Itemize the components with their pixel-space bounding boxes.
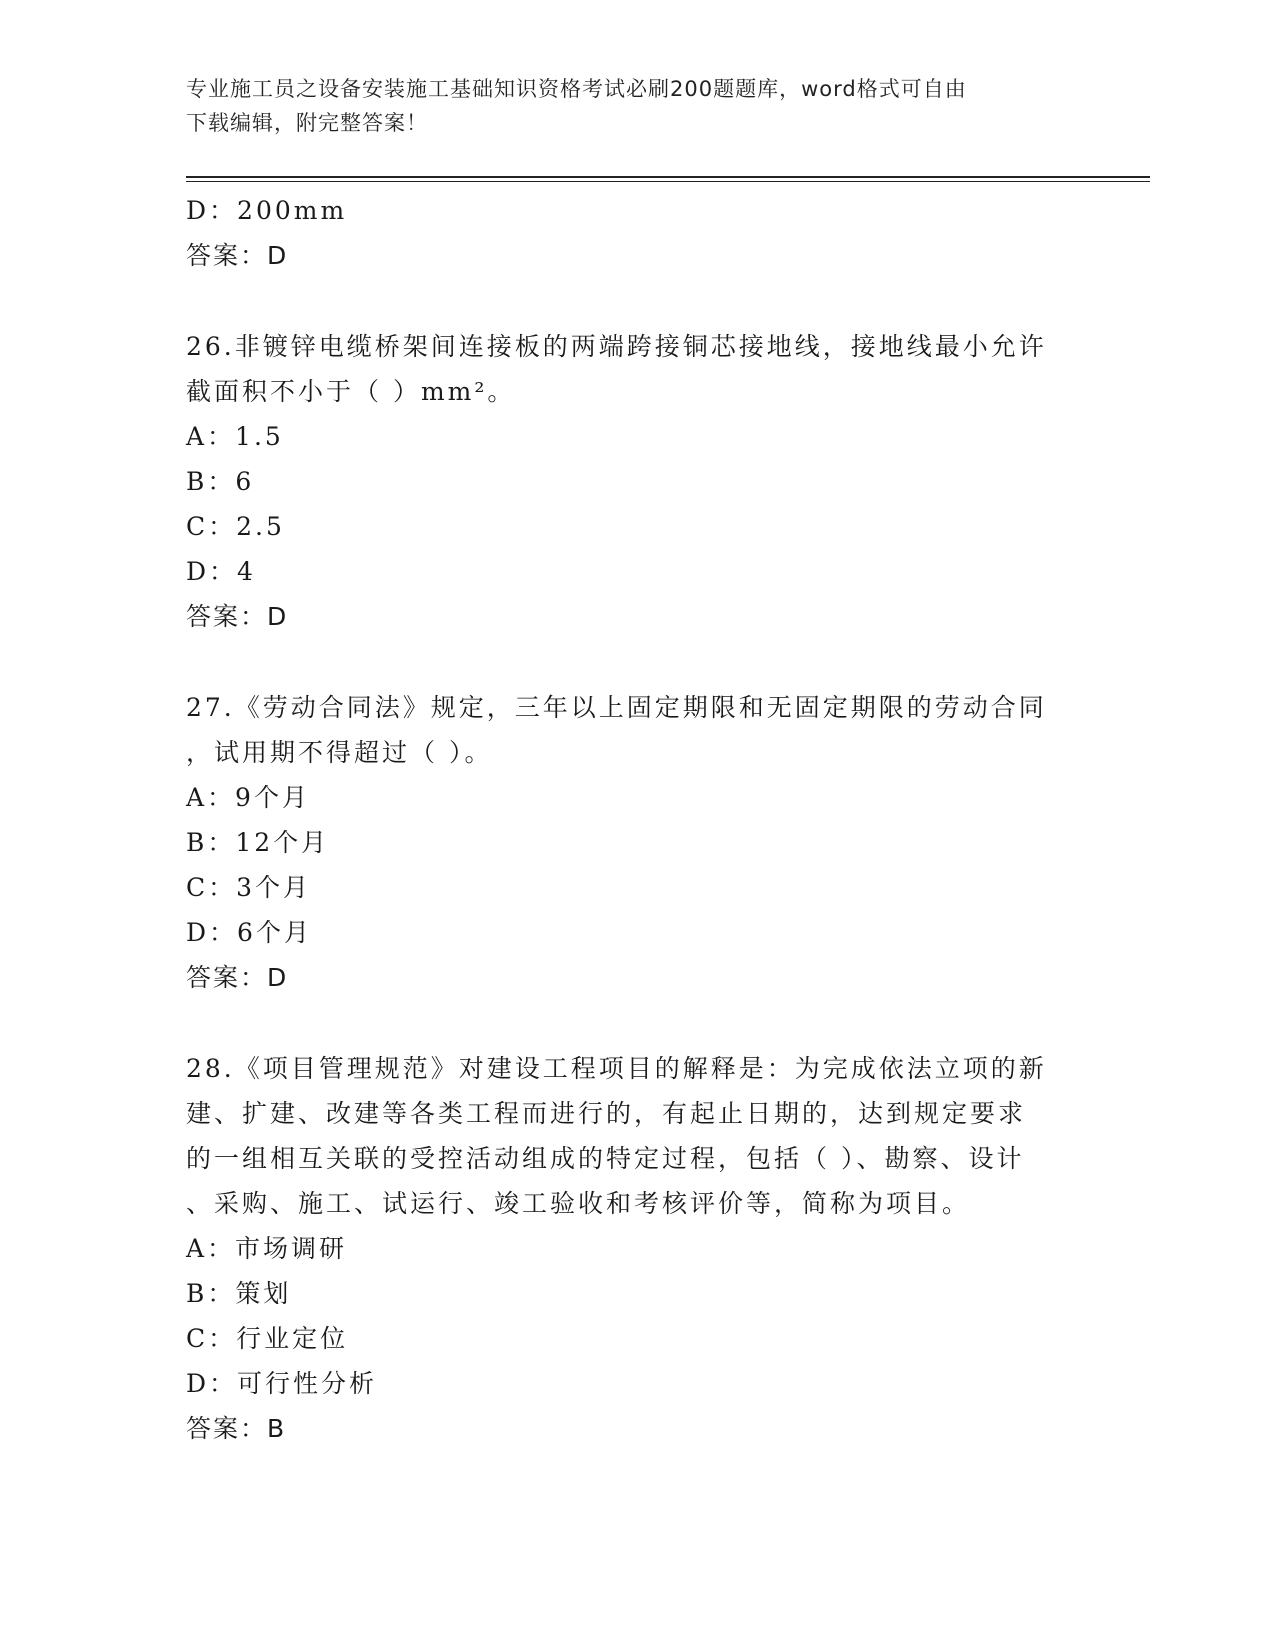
option-c: C：行业定位 bbox=[186, 1324, 349, 1353]
header-rule bbox=[186, 176, 1150, 182]
stem-line: ，试用期不得超过（ ）。 bbox=[186, 738, 493, 767]
option-a: A：9个月 bbox=[186, 783, 310, 812]
stem-line: 27.《劳动合同法》规定，三年以上固定期限和无固定期限的劳动合同 bbox=[186, 693, 1047, 722]
question-28 bbox=[186, 1046, 1106, 1451]
option-b: B：6 bbox=[186, 467, 255, 496]
question-content bbox=[186, 188, 1106, 1451]
stem-line: 截面积不小于（ ）mm²。 bbox=[186, 377, 516, 406]
stem-line: 28.《项目管理规范》对建设工程项目的解释是：为完成依法立项的新 bbox=[186, 1054, 1047, 1083]
answer: 答案：B bbox=[186, 1414, 287, 1443]
stem-line: 的一组相互关联的受控活动组成的特定过程，包括（ ）、勘察、设计 bbox=[186, 1144, 1025, 1173]
stem-line: 、采购、施工、试运行、竣工验收和考核评价等，简称为项目。 bbox=[186, 1189, 971, 1218]
question-26 bbox=[186, 324, 1106, 639]
prev-answer: 答案：D bbox=[186, 241, 289, 270]
option-c: C：3个月 bbox=[186, 873, 312, 902]
question-stem bbox=[186, 1046, 1076, 1226]
answer: 答案：D bbox=[186, 963, 289, 992]
question-27 bbox=[186, 685, 1106, 1000]
header-line-2: 下载编辑，附完整答案！ bbox=[186, 111, 428, 135]
question-stem bbox=[186, 324, 1076, 414]
option-a: A：市场调研 bbox=[186, 1234, 348, 1263]
header-line-1: 专业施工员之设备安装施工基础知识资格考试必刷200题题库，word格式可自由 bbox=[186, 77, 967, 101]
document-header bbox=[186, 72, 1086, 140]
answer: 答案：D bbox=[186, 602, 289, 631]
option-a: A：1.5 bbox=[186, 422, 284, 451]
option-d: D：4 bbox=[186, 557, 256, 586]
option-b: B：策划 bbox=[186, 1279, 292, 1308]
prev-option-d: D：200mm bbox=[186, 196, 348, 225]
stem-line: 建、扩建、改建等各类工程而进行的，有起止日期的，达到规定要求 bbox=[186, 1099, 1027, 1128]
option-d: D：可行性分析 bbox=[186, 1369, 378, 1398]
option-d: D：6个月 bbox=[186, 918, 312, 947]
option-c: C：2.5 bbox=[186, 512, 285, 541]
option-b: B：12个月 bbox=[186, 828, 330, 857]
question-stem bbox=[186, 685, 1076, 775]
stem-line: 26.非镀锌电缆桥架间连接板的两端跨接铜芯接地线，接地线最小允许 bbox=[186, 332, 1047, 361]
